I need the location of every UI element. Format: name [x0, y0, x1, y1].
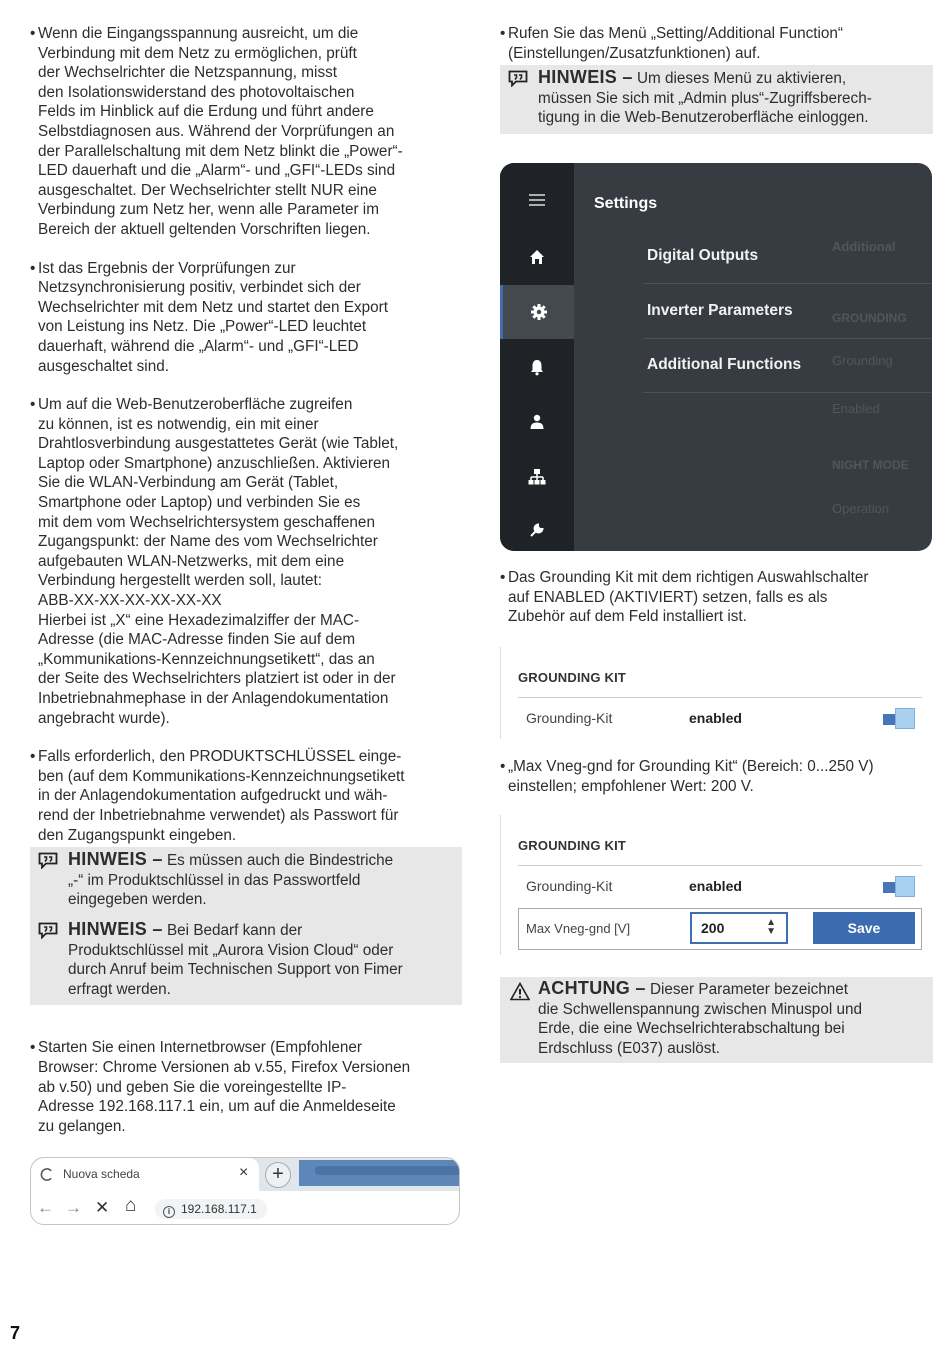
sidebar-item-home[interactable] — [500, 230, 574, 284]
blurred-tab-title — [315, 1166, 460, 1175]
paragraph-max-vneg: • „Max Vneg-gnd for Grounding Kit“ (Bereich: 0...250 V) einstellen; empfohlener Wert: 200 V. — [500, 758, 874, 795]
note-icon — [508, 70, 528, 87]
close-tab-icon[interactable]: × — [239, 1164, 249, 1181]
grounding-kit-toggle[interactable] — [883, 876, 915, 897]
ghost-text: NIGHT MODE — [832, 458, 909, 472]
ghost-text: GROUNDING — [832, 311, 907, 325]
home-icon — [528, 248, 546, 266]
settings-title: Settings — [594, 195, 658, 212]
note-box — [500, 65, 933, 134]
bullet: • — [30, 259, 36, 277]
note-support: HINWEIS – Bei Bedarf kann der Produktschlüssel mit „Aurora Vision Cloud“ oder durch Anruf beim Technischen Support von Fimer erfragt werden. — [38, 920, 452, 999]
menu-item-digital-outputs[interactable]: Digital Outputs — [647, 247, 759, 264]
card-title: GROUNDING KIT — [518, 670, 627, 685]
browser-tab-title: Nuova scheda — [63, 1167, 140, 1181]
forward-arrow-icon[interactable]: → — [65, 1198, 82, 1217]
info-icon: i — [163, 1206, 175, 1218]
back-arrow-icon[interactable]: ← — [37, 1198, 54, 1217]
ghost-text: Operation — [832, 501, 890, 516]
paragraph-browser: • Starten Sie einen Internetbrowser (Empfohlener Browser: Chrome Versionen ab v.55, Firefox Versionen ab v.50) und geben Sie die voreingestellte IP- Adresse 192.168.117.1 ein, um auf die Anmeldeseite zu gelangen. — [30, 1039, 411, 1135]
loading-spinner-icon — [39, 1167, 54, 1182]
sidebar-item-network[interactable] — [500, 450, 574, 504]
grounding-kit-toggle[interactable] — [883, 708, 915, 729]
note-box — [30, 847, 462, 1005]
left-column — [30, 24, 462, 1136]
browser-nav-bar — [31, 1191, 459, 1225]
stop-icon[interactable]: ✕ — [95, 1198, 110, 1217]
warning-icon — [510, 982, 530, 1001]
home-icon[interactable]: ⌂ — [125, 1195, 137, 1216]
bullet: • — [30, 396, 36, 414]
browser-window — [30, 1157, 460, 1225]
ghost-text: Enabled — [832, 401, 880, 416]
divider — [643, 392, 932, 393]
gear-icon — [530, 303, 548, 321]
menu-icon — [528, 191, 546, 209]
browser-tab-strip — [31, 1158, 459, 1191]
bullet: • — [30, 25, 36, 42]
grounding-kit-card-max — [500, 815, 932, 955]
menu-item-inverter-parameters[interactable]: Inverter Parameters — [647, 302, 793, 319]
paragraph-product-key: • Falls erforderlich, den PRODUKTSCHLÜSSEL einge- ben (auf dem Kommunikations-Kennzeichnungsetikett in der Anlagendokumentation aufgedruckt und wäh- rend der Inbetriebnahme verwendet) als Passwort für den Zugangspunkt eingeben. — [30, 748, 405, 844]
menu-item-additional-functions[interactable]: Additional Functions — [647, 356, 802, 373]
divider — [518, 697, 922, 698]
note-icon — [38, 922, 58, 939]
note-hyphens: HINWEIS – Es müssen auch die Bindestriche „-“ im Produktschlüssel in das Passwortfeld eingegeben werden. — [38, 850, 452, 910]
bullet: • — [500, 569, 506, 586]
wrench-icon — [528, 521, 546, 539]
settings-sidebar — [500, 163, 574, 551]
address-text: 192.168.117.1 — [181, 1202, 257, 1216]
browser-tab[interactable] — [31, 1158, 259, 1191]
divider — [643, 338, 932, 339]
right-column — [500, 24, 933, 134]
browser-tab-inactive[interactable] — [299, 1160, 459, 1186]
network-icon — [528, 468, 546, 486]
grounding-kit-status: enabled — [689, 878, 742, 894]
note-icon — [38, 852, 58, 869]
grounding-kit-status: enabled — [689, 710, 742, 726]
warning-box: ACHTUNG – Dieser Parameter bezeichnet die Schwellenspannung zwischen Minuspol und Erde, die eine Wechselrichterabschaltung bei Erdschluss (E037) auslöst. — [500, 977, 933, 1063]
bullet: • — [30, 748, 36, 766]
bullet: • — [30, 1039, 36, 1057]
paragraph-startup-checks: • Wenn die Eingangsspannung ausreicht, um die Verbindung mit dem Netz zu ermöglichen, prüft der Wechselrichter die Netzspannung, misst den Isolationswiderstand des photovoltaischen Felds im Hinblick auf die Erdung und führt andere Selbstdiagnosen aus. Während der Vorprüfungen an der Parallelschaltung mit dem Netz blinkt die „Power“- LED dauerhaft und die „Alarm“- und „GFI“-LEDs sind ausgeschaltet. Der Wechselrichter stellt NUR eine Verbindung zum Netz her, wenn alle Parameter im Bereich der aktuell geltenden Vorschriften liegen. — [30, 25, 403, 238]
divider — [518, 865, 922, 866]
sidebar-item-menu[interactable] — [500, 173, 574, 227]
save-button[interactable]: Save — [813, 912, 915, 944]
new-tab-button[interactable]: + — [265, 1162, 291, 1188]
sidebar-item-user[interactable] — [500, 395, 574, 449]
paragraph-enable-kit: • Das Grounding Kit mit dem richtigen Auswahlschalter auf ENABLED (AKTIVIERT) setzen, falls es als Zubehör auf dem Feld installiert ist. — [500, 569, 869, 626]
bullet: • — [500, 758, 506, 775]
divider — [643, 283, 932, 284]
card-title: GROUNDING KIT — [518, 838, 627, 853]
grounding-kit-label: Grounding-Kit — [526, 878, 613, 894]
bullet: • — [500, 25, 506, 42]
sidebar-item-tools[interactable] — [500, 503, 574, 551]
ghost-text: Grounding — [832, 353, 893, 368]
paragraph-grid-sync: • Ist das Ergebnis der Vorprüfungen zur Netzsynchronisierung positiv, verbindet sich der Wechselrichter mit dem Netz und startet den Export von Leistung ins Netz. Die „Power“-LED leuchtet dauerhaft, während die „Alarm“- und „GFI“-LED ausgeschaltet sind. — [30, 259, 388, 375]
bell-icon — [528, 358, 546, 376]
paragraph-open-menu: • Rufen Sie das Menü „Setting/Additional Function“ (Einstellungen/Zusatzfunktionen) auf. — [500, 25, 844, 62]
settings-panel — [500, 163, 932, 551]
stepper-icon[interactable]: ▲ ▼ — [766, 917, 776, 937]
sidebar-item-alerts[interactable] — [500, 340, 574, 394]
grounding-kit-label: Grounding-Kit — [526, 710, 613, 726]
paragraph-wlan-access: • Um auf die Web-Benutzeroberfläche zugreifen zu können, ist es notwendig, ein mit einer Drahtlosverbindung ausgestattetes Gerät (wie Tablet, Laptop oder Smartphone) anzuschließen. Aktivieren Sie die WLAN-Verbindung am Gerät (Tablet, Smartphone oder Laptop) und verbinden Sie es mit dem vom Wechselrichtersystem geschaffenen Zugangspunkt: der Name des vom Wechselrichter aufgebauten WLAN-Netzwerks, mit dem eine Verbindung hergestellt werden soll, lautet: ABB-XX-XX-XX-XX-XX-XX Hierbei ist „X“ eine Hexadezimalziffer der MAC- Adresse (die MAC-Adresse finden Sie auf dem „Kommunikations-Kennzeichnungsetikett“, das an der Seite des Wechselrichters platziert ist oder in der Inbetriebnahmephase in der Anlagendokumentation angebracht wurde). — [30, 396, 399, 727]
ghost-text: Additional — [832, 239, 896, 254]
note-admin-plus: HINWEIS – Um dieses Menü zu aktivieren, müssen Sie sich mit „Admin plus“-Zugriffsberech- tigung in die Web-Benutzeroberfläche einloggen. — [508, 68, 923, 128]
address-bar[interactable] — [155, 1199, 267, 1219]
page-number: 7 — [10, 1323, 21, 1343]
max-vneg-label: Max Vneg-gnd [V] — [526, 921, 631, 936]
max-vneg-input[interactable] — [690, 912, 788, 944]
max-vneg-value: 200 — [701, 920, 725, 936]
user-icon — [528, 413, 546, 431]
grounding-kit-card — [500, 647, 932, 739]
sidebar-item-settings[interactable] — [500, 285, 574, 339]
